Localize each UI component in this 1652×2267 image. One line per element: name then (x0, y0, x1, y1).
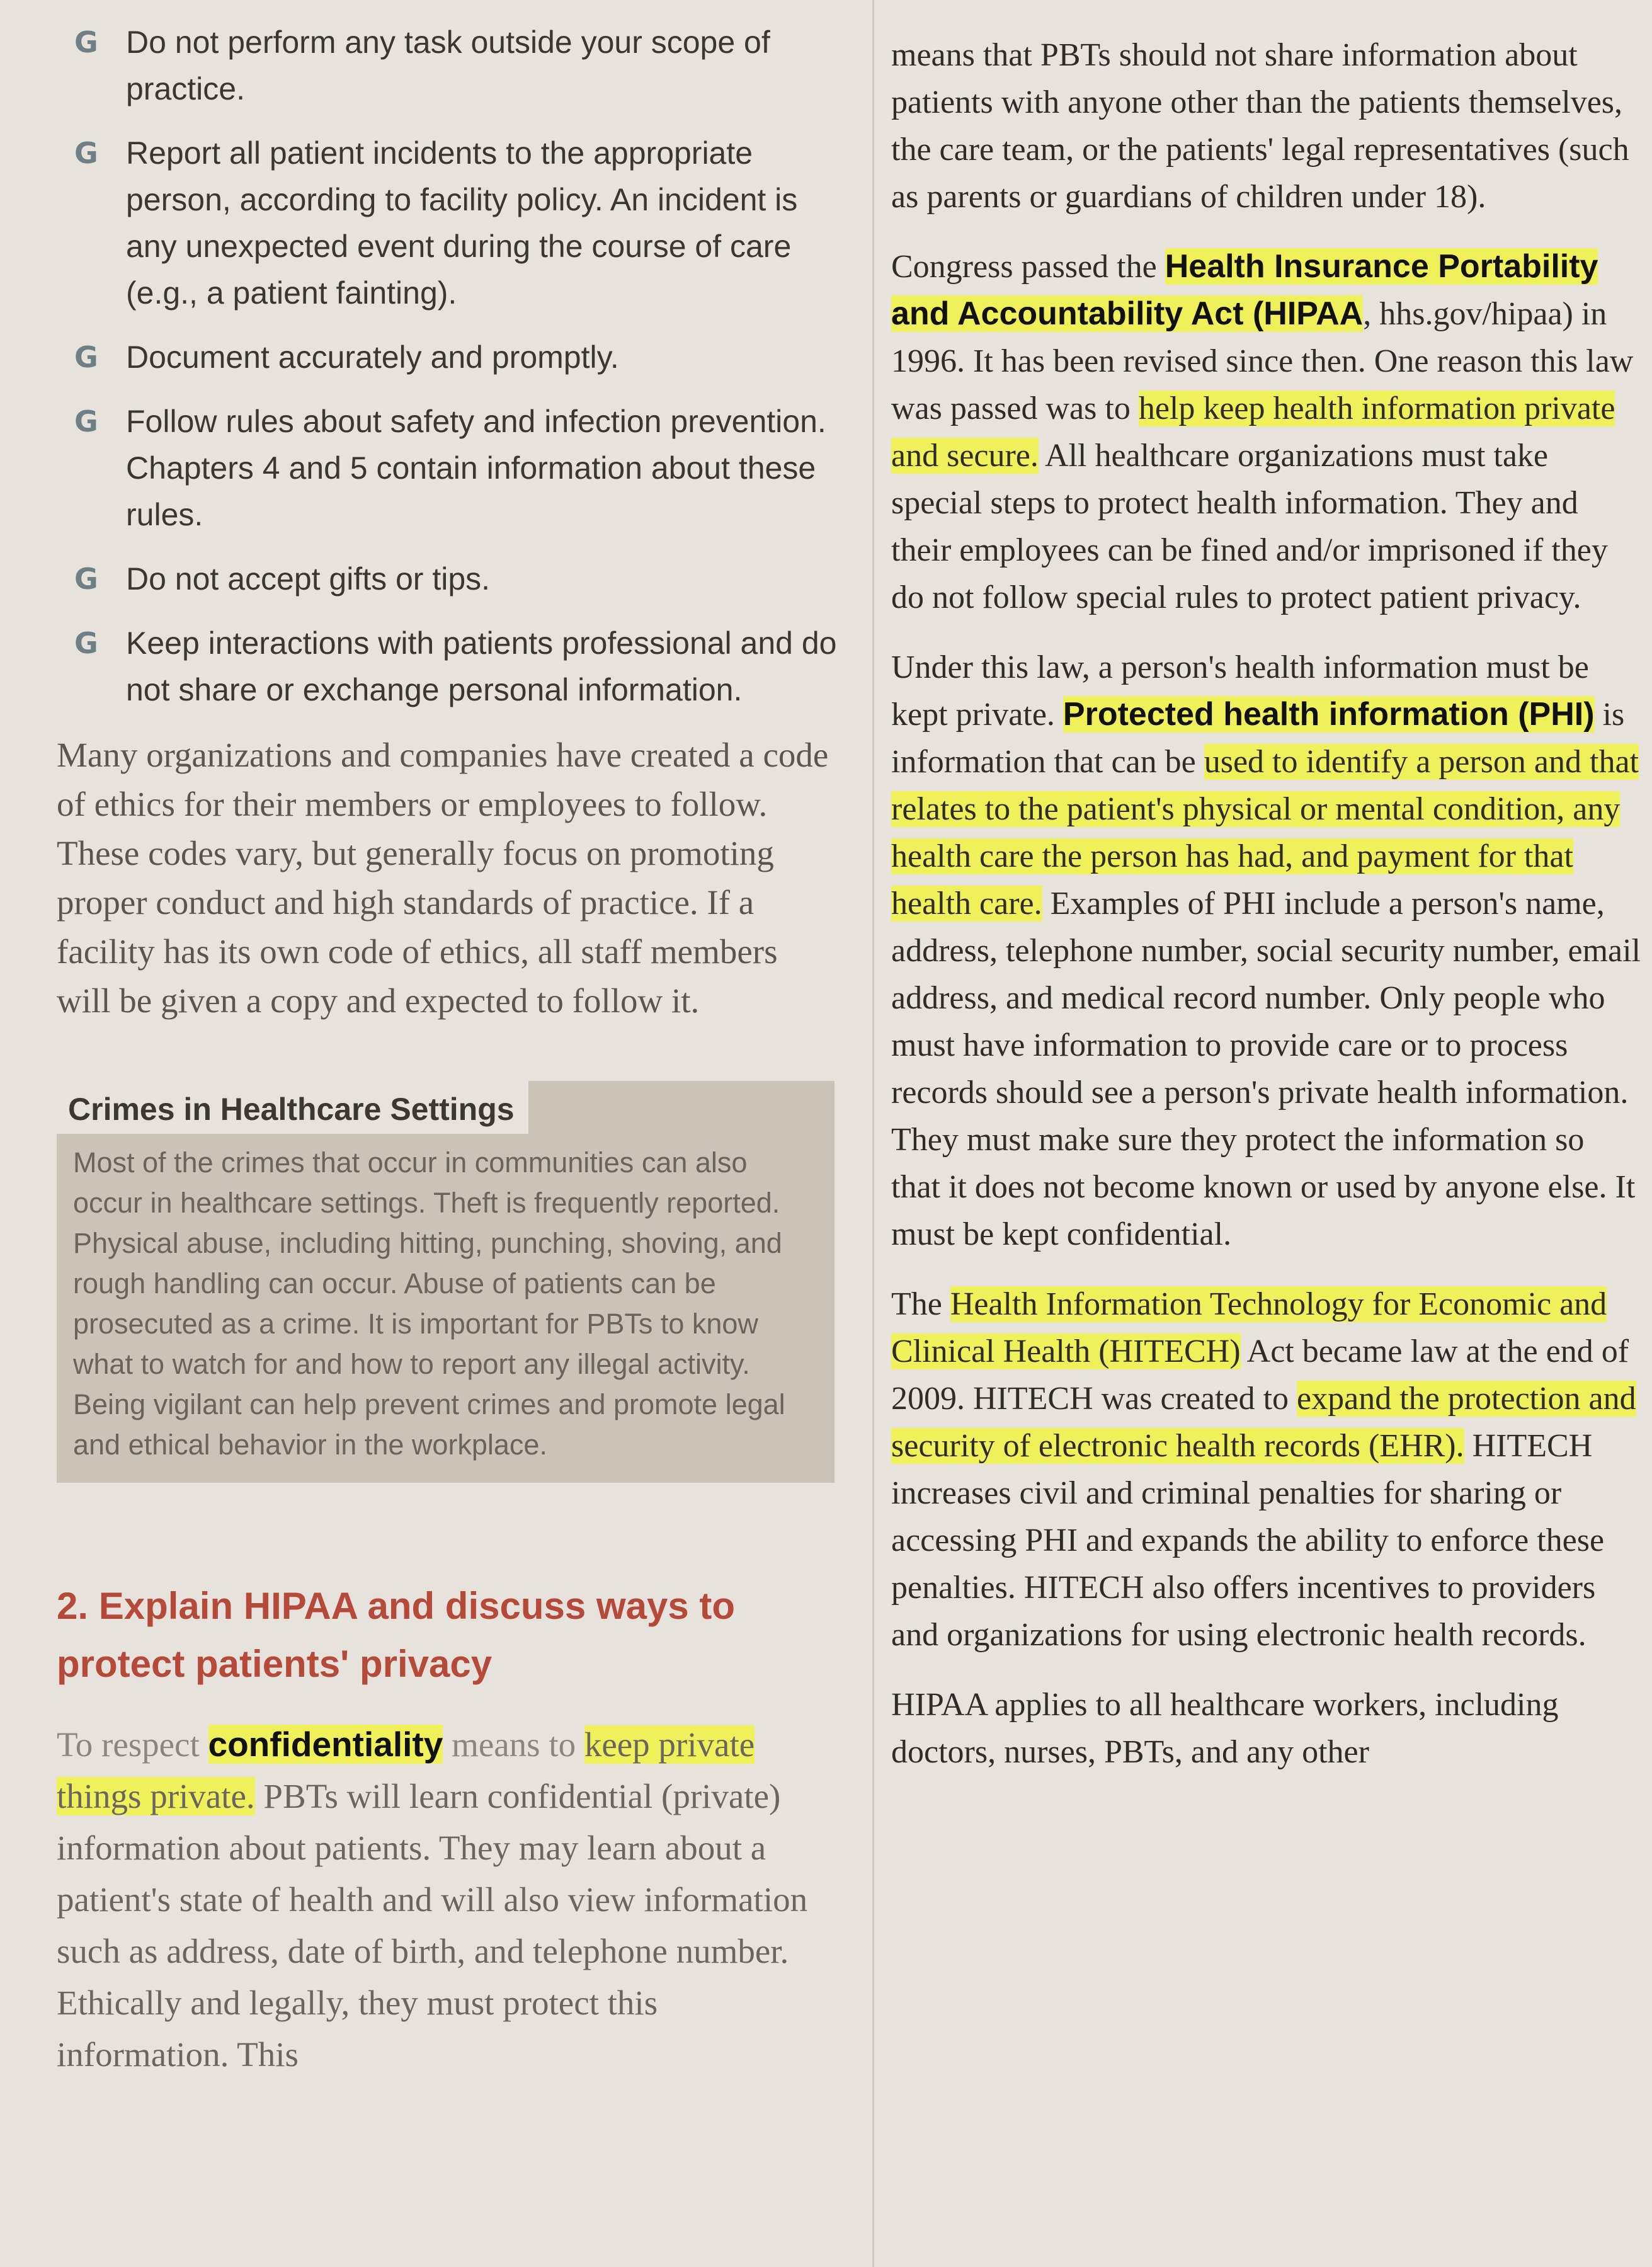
highlight: keep private things private. (57, 1725, 755, 1815)
highlight: help keep health information private and secure. (891, 391, 1615, 474)
highlight: expand the protection and security of electronic health records (EHR). (891, 1381, 1636, 1464)
term-hipaa: Health Insurance Portability and Accountability Act (HIPAA (891, 248, 1598, 332)
list-item: G Keep interactions with patients professional and do not share or exchange personal information. (57, 620, 838, 713)
bullet-marker: G (74, 25, 98, 59)
list-item: G Do not perform any task outside your scope of practice. (57, 19, 838, 112)
section-heading: 2. Explain HIPAA and discuss ways to protect patients' privacy (57, 1585, 735, 1685)
hipaa-paragraph: Congress passed the Health Insurance Portability and Accountability Act (HIPAA, hhs.gov/hipaa) in 1996. It has been revised since then. One reason this law was passed was to help keep health information private and secure. All healthcare organizations must take special steps to protect health information. They and their employees can be fined and/or imprisoned if they do not follow special rules to protect patient privacy. (891, 248, 1634, 615)
sidebar-title: Crimes in Healthcare Settings (57, 1081, 528, 1134)
confidentiality-paragraph: To respect confidentiality means to keep private things private. PBTs will learn confidential (private) information about patients. They may learn about a patient's state of health and will also view information such as address, date of birth, and telephone number. Ethically and legally, they must protect this information. This (57, 1725, 808, 2074)
list-item: G Report all patient incidents to the appropriate person, according to facility policy. An incident is any unexpected event during the course of care (e.g., a patient fainting). (57, 130, 838, 316)
right-column (891, 31, 1641, 1798)
bullet-marker: G (74, 136, 98, 170)
hipaa-applies-paragraph: HIPAA applies to all healthcare workers, including doctors, nurses, PBTs, and any other (891, 1687, 1559, 1770)
guidelines-list (57, 19, 838, 713)
left-column (57, 19, 838, 2081)
hitech-paragraph: The Health Information Technology for Economic and Clinical Health (HITECH) Act became law at the end of 2009. HITECH was created to expand the protection and security of electronic health records (EHR). HITECH increases civil and criminal penalties for sharing or accessing PHI and expands the ability to enforce these penalties. HITECH also offers incentives to providers and organizations for using electronic health records. (891, 1286, 1636, 1653)
sidebar-body: Most of the crimes that occur in communities can also occur in healthcare settings. Theft is frequently reported. Physical abuse, including hitting, punching, shoving, and rough handling can occur. Abuse of patients can be prosecuted as a crime. It is important for PBTs to know what to watch for and how to report any illegal activity. Being vigilant can help prevent crimes and promote legal and ethical behavior in the workplace. (73, 1146, 785, 1461)
list-item: G Do not accept gifts or tips. (57, 556, 838, 602)
term-phi: Protected health information (PHI) (1062, 696, 1595, 733)
highlight: used to identify a person and that relates to the patient's physical or mental condition, any health care the person has had, and payment for that health care. (891, 744, 1639, 922)
list-item: G Follow rules about safety and infection prevention. Chapters 4 and 5 contain information about these rules. (57, 398, 838, 538)
bullet-marker: G (74, 404, 98, 438)
phi-paragraph: Under this law, a person's health information must be kept private. Protected health information (PHI) is information that can be used to identify a person and that relates to the patient's physical or mental condition, any health care the person has had, and payment for that health care. Examples of PHI include a person's name, address, telephone number, social security number, email address, and medical record number. Only people who must have information to provide care or to process records should see a person's private health information. They must make sure they protect the information so that it does not become known or used by anyone else. It must be kept confidential. (891, 649, 1641, 1252)
ethics-paragraph: Many organizations and companies have created a code of ethics for their members or employees to follow. These codes vary, but generally focus on promoting proper conduct and high standards of practice. If a facility has its own code of ethics, all staff members will be given a copy and expected to follow it. (57, 736, 829, 1020)
column-divider (872, 0, 874, 2267)
term-confidentiality: confidentiality (208, 1725, 443, 1764)
crimes-sidebar (57, 1081, 835, 1483)
bullet-marker: G (74, 626, 98, 660)
list-item: G Document accurately and promptly. (57, 334, 838, 380)
bullet-marker: G (74, 562, 98, 596)
privacy-paragraph: means that PBTs should not share information about patients with anyone other than the patients themselves, the care team, or the patients' legal representatives (such as parents or guardians of children under 18). (891, 37, 1629, 215)
highlight: Health Information Technology for Economic and Clinical Health (HITECH) (891, 1286, 1607, 1369)
bullet-marker: G (74, 340, 98, 374)
